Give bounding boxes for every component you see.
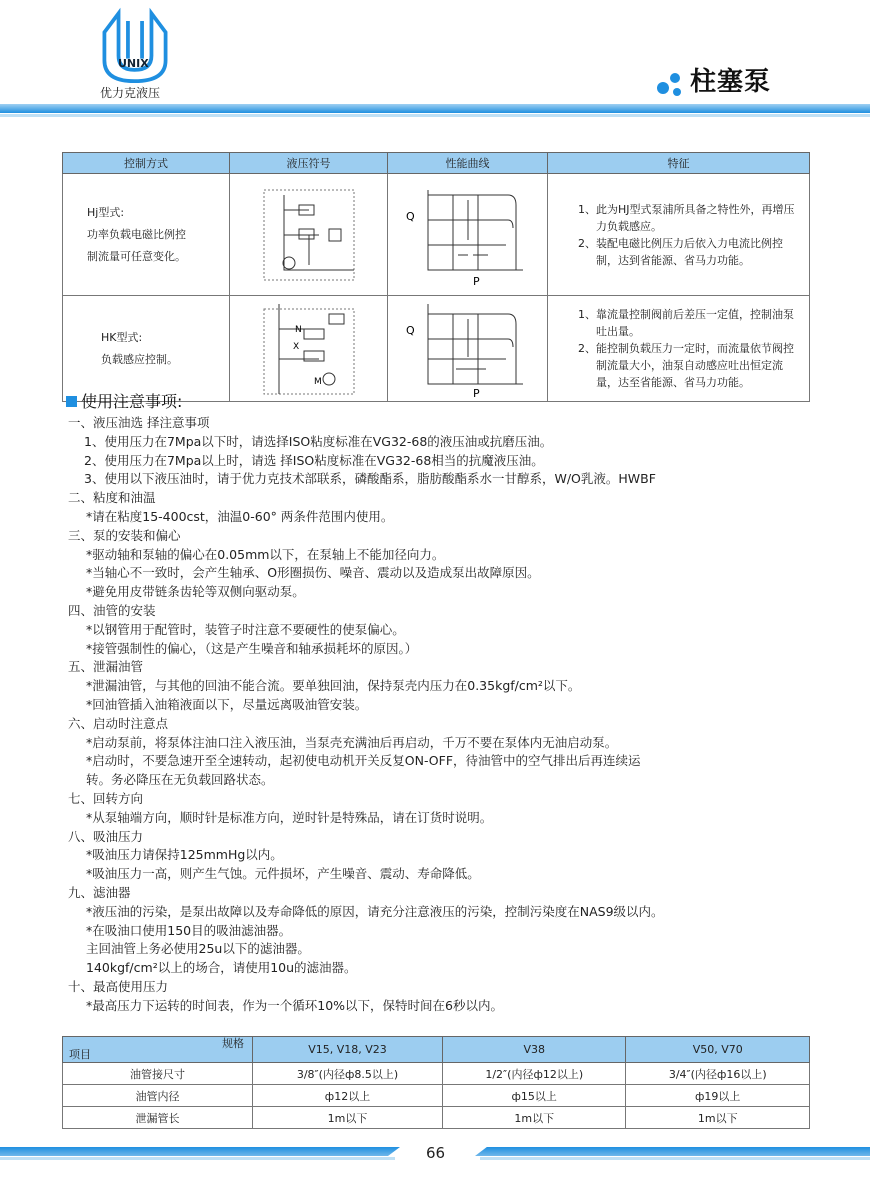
table-cell: 1m以下: [253, 1107, 443, 1129]
corner-header: 规格 项目: [63, 1037, 253, 1063]
page-title: 柱塞泵: [690, 67, 772, 97]
page-number: 66: [426, 1144, 446, 1162]
table-cell: 3/4″(内径ф16以上): [626, 1063, 810, 1085]
header-stripe-thin: [0, 114, 870, 117]
ctrl-line: 功率负载电磁比例控: [87, 227, 186, 241]
svg-text:M: M: [313, 376, 322, 387]
ctrl-line: 制流量可任意变化。: [87, 249, 186, 263]
note-line: 七、回转方向: [68, 790, 144, 806]
col-header: V38: [443, 1037, 626, 1063]
footer-stripe: [0, 1147, 400, 1156]
note-line: 九、滤油器: [68, 884, 131, 900]
hydraulic-symbol: [230, 296, 388, 402]
unix-logo: [95, 4, 175, 84]
note-line: *启动泵前，将泵体注油口注入液压油，当泵壳充满油后再启动，千万不要在泵体内无油启动泵。: [86, 734, 618, 750]
header-stripe: [0, 104, 870, 113]
p-label: P: [472, 274, 480, 288]
note-line: *液压油的污染，是泵出故障以及寿命降低的原因，请充分注意液压的污染，控制污染度在NAS9级以内。: [86, 903, 664, 919]
note-line: *请在粘度15-400cst，油温0-60° 两条件范围内使用。: [86, 508, 394, 524]
logo-text: UNIX: [118, 57, 149, 70]
note-line: *接管强制性的偏心，（这是产生噪音和轴承损耗坏的原因。）: [86, 640, 418, 656]
q-label: Q: [405, 209, 415, 223]
ctrl-line: Hj型式:: [87, 205, 125, 219]
table-cell: 1m以下: [626, 1107, 810, 1129]
feature-item: 2、装配电磁比例压力后依入力电流比例控制，达到省能源、省马力功能。: [578, 236, 783, 267]
note-line: *从泵轴端方向，顺时针是标准方向，逆时针是特殊品，请在订货时说明。: [86, 809, 493, 825]
note-line: 2、使用压力在7Mpa以上时，请选 择ISO粘度标准在VG32-68相当的抗魔液压油。: [84, 452, 544, 468]
svg-text:X: X: [292, 341, 299, 352]
performance-curve: [388, 174, 548, 296]
note-line: *驱动轴和泵轴的偏心在0.05mm以下，在泵轴上不能加径向力。: [86, 546, 445, 562]
table-cell: ф19以上: [626, 1085, 810, 1107]
footer-stripe: [475, 1147, 870, 1156]
table-row: [63, 1085, 810, 1107]
note-line: 四、油管的安装: [68, 602, 156, 618]
page-header: [0, 0, 870, 120]
usage-notes: [66, 390, 826, 1016]
table-cell: 油管内径: [63, 1085, 253, 1107]
note-line: *吸油压力请保持125mmHg以内。: [86, 847, 283, 863]
note-line: 转。务必降压在无负载回路状态。: [86, 772, 274, 788]
hydraulic-symbol: [230, 174, 388, 296]
spec-table: [62, 1036, 810, 1129]
table-cell: 泄漏管长: [63, 1107, 253, 1129]
col-header: 液压符号: [230, 153, 388, 174]
note-line: 140kgf/cm²以上的场合，请使用10u的滤油器。: [86, 960, 357, 976]
ctrl-line: 负载感应控制。: [101, 352, 178, 366]
col-header: V15, V18, V23: [253, 1037, 443, 1063]
svg-text:P: P: [472, 386, 480, 399]
note-line: *最高压力下运转的时间表，作为一个循环10%以下，保特时间在6秒以内。: [86, 997, 503, 1013]
note-line: 1、使用压力在7Mpa以下时，请选择ISO粘度标准在VG32-68的液压油或抗磨压油。: [84, 433, 553, 449]
note-line: 3、使用以下液压油时，请于优力克技术部联系，磷酸酯系，脂肪酸酯系水一甘醇系，W/O乳液。HWBF: [84, 471, 656, 487]
table-cell: 1m以下: [443, 1107, 626, 1129]
hydraulic-symbol-diagram: [259, 299, 359, 399]
feature-item: 2、能控制负载压力一定时，而流量依节阀控制流量大小，油泵自动感应吐出恒定流量，达至省能源、省马力功能。: [578, 342, 794, 389]
features: [548, 174, 810, 296]
note-line: *回油管插入油箱液面以下，尽量远离吸油管安装。: [86, 696, 368, 712]
note-line: 六、启动时注意点: [68, 715, 169, 731]
note-line: 五、泄漏油管: [68, 659, 144, 675]
note-line: 主回油管上务必使用25u以下的滤油器。: [86, 941, 310, 957]
square-bullet-icon: [66, 396, 77, 407]
svg-text:Q: Q: [405, 323, 415, 337]
control-method: [63, 174, 230, 296]
dots-icon: [655, 70, 687, 98]
feature-item: 1、此为HJ型式泵浦所具备之特性外，再增压力负载感应。: [578, 202, 795, 233]
table-cell: ф12以上: [253, 1085, 443, 1107]
note-line: 三、泵的安装和偏心: [68, 527, 181, 543]
performance-curve: [388, 296, 548, 402]
note-line: *泄漏油管，与其他的回油不能合流。要单独回油，保持泵壳内压力在0.35kgf/cm²以下。: [86, 678, 581, 694]
note-line: 二、粘度和油温: [68, 490, 156, 506]
performance-curve-diagram: [398, 180, 538, 290]
note-line: 八、吸油压力: [68, 828, 144, 844]
note-line: *避免用皮带链条齿轮等双侧向驱动泵。: [86, 584, 305, 600]
feature-item: 1、靠流量控制阀前后差压一定值，控制油泵吐出量。: [578, 308, 794, 338]
note-line: *在吸油口使用150目的吸油滤油器。: [86, 922, 292, 938]
table-cell: 油管接尺寸: [63, 1063, 253, 1085]
control-table: [62, 152, 810, 402]
note-line: *以钢管用于配管时，装管子时注意不要硬性的使泵偏心。: [86, 621, 405, 637]
table-cell: 3/8″(内径ф8.5以上): [253, 1063, 443, 1085]
notes-title: 使用注意事项:: [66, 390, 826, 414]
performance-curve-diagram: [398, 299, 538, 399]
note-line: *吸油压力一高，则产生气蚀。元件损坏，产生噪音、震动、寿命降低。: [86, 866, 480, 882]
company-name: 优力克液压: [100, 86, 161, 100]
col-header: 性能曲线: [388, 153, 548, 174]
features: [548, 296, 810, 402]
svg-text:N: N: [294, 324, 302, 335]
table-cell: 1/2″(内径ф12以上): [443, 1063, 626, 1085]
table-row: [63, 1107, 810, 1129]
note-line: *启动时，不要急速开至全速转动，起初使电动机开关反复ON-OFF，待油管中的空气排出后再连续运: [86, 753, 641, 769]
ctrl-line: HK型式:: [101, 330, 143, 344]
hydraulic-symbol-diagram: [259, 185, 359, 285]
col-header: 控制方式: [63, 153, 230, 174]
col-header: 特征: [548, 153, 810, 174]
note-line: *当轴心不一致时，会产生轴承、O形圈损伤、噪音、震动以及造成泵出故障原因。: [86, 565, 540, 581]
note-line: 十、最高使用压力: [68, 978, 169, 994]
table-cell: ф15以上: [443, 1085, 626, 1107]
col-header: V50, V70: [626, 1037, 810, 1063]
table-row: [63, 1063, 810, 1085]
note-line: 一、液压油选 择注意事项: [68, 415, 210, 430]
control-method: [63, 296, 230, 402]
